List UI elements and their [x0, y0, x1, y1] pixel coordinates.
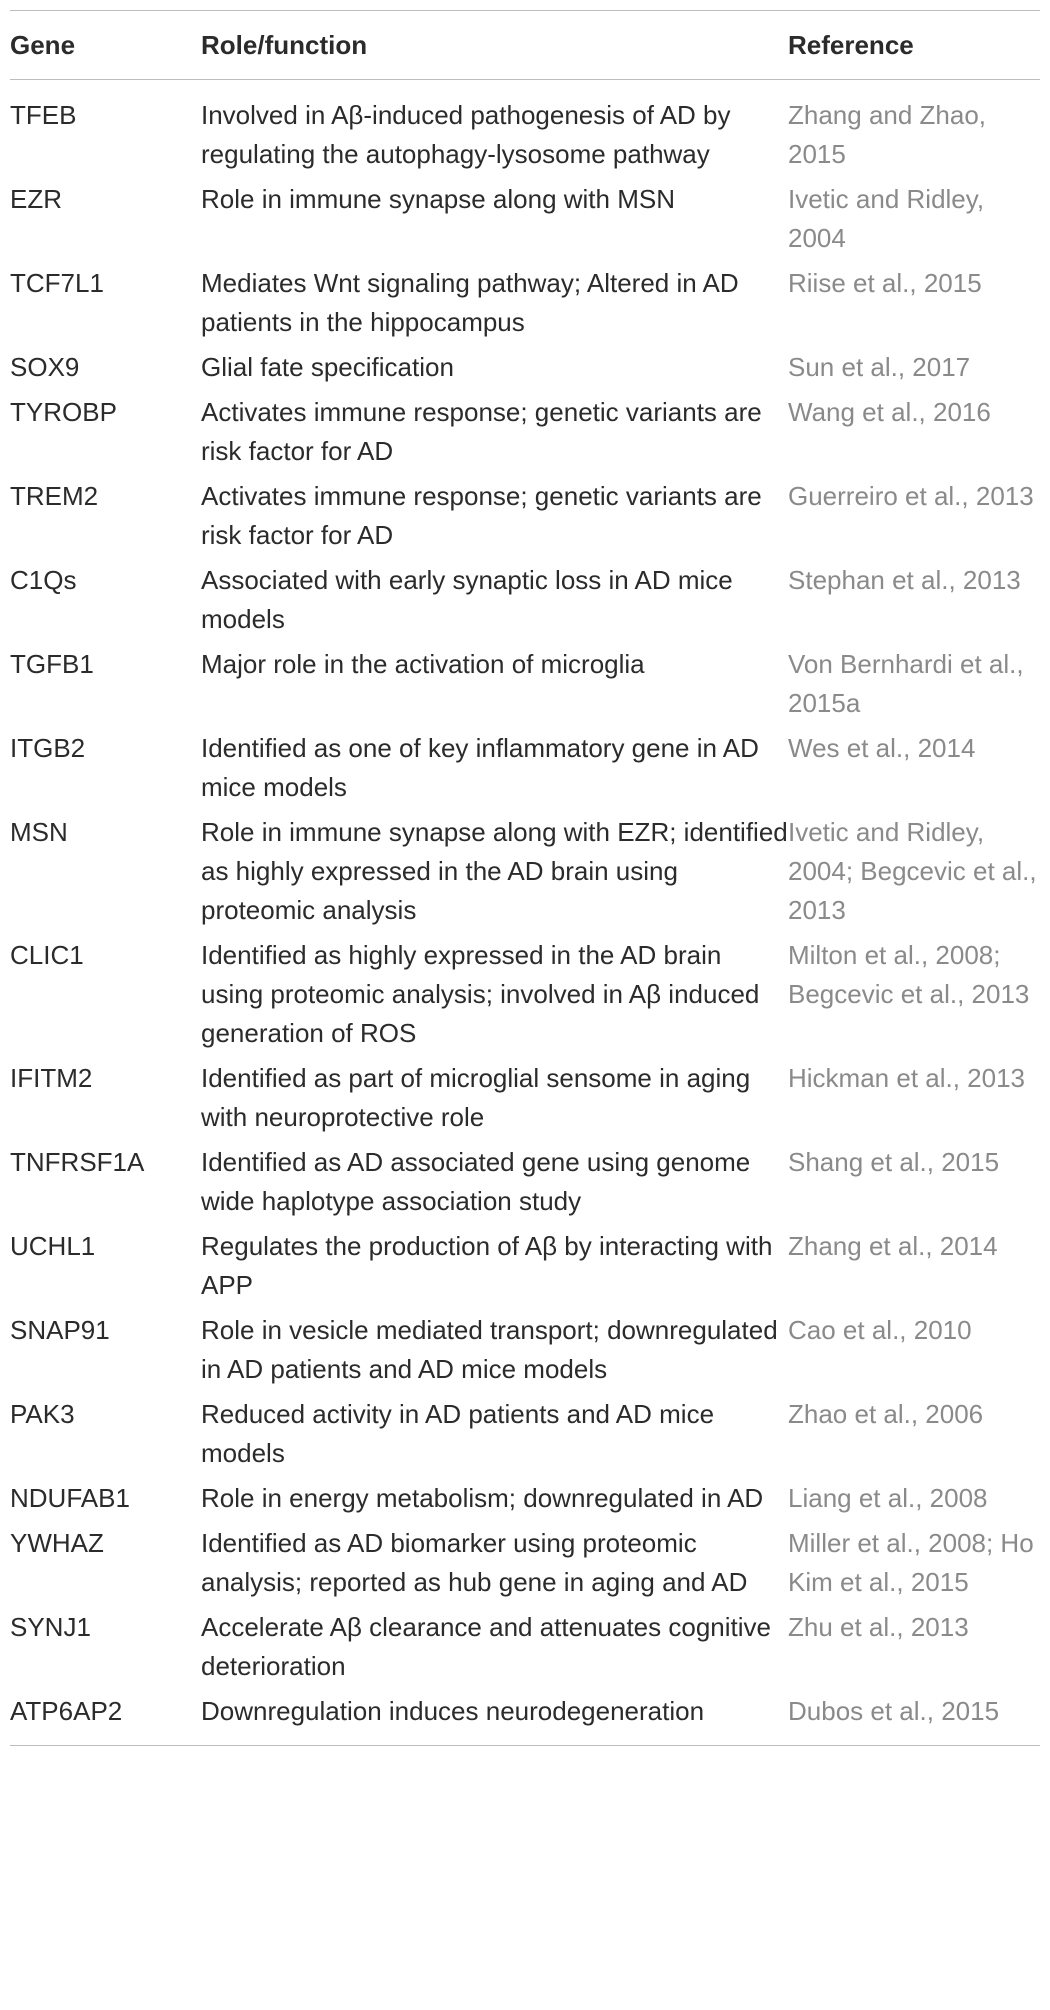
gene-cell: TNFRSF1A: [10, 1147, 145, 1177]
gene-cell: TYROBP: [10, 397, 117, 427]
reference-cell: Von Bernhardi et al., 2015a: [788, 649, 1024, 718]
reference-cell: Cao et al., 2010: [788, 1315, 972, 1345]
gene-cell: CLIC1: [10, 940, 84, 970]
gene-cell: TREM2: [10, 481, 99, 511]
table-row: [10, 1143, 1040, 1227]
table-row: [10, 1479, 1040, 1524]
gene-cell: TCF7L1: [10, 268, 104, 298]
table-row: [10, 561, 1040, 645]
role-cell: Downregulation induces neurodegeneration: [201, 1692, 788, 1746]
table-row: [10, 348, 1040, 393]
gene-cell: SNAP91: [10, 1315, 110, 1345]
gene-cell: ITGB2: [10, 733, 86, 763]
gene-cell: MSN: [10, 817, 68, 847]
reference-cell: Zhao et al., 2006: [788, 1399, 984, 1429]
reference-cell: Liang et al., 2008: [788, 1483, 988, 1513]
table-row: [10, 477, 1040, 561]
role-cell: Identified as AD biomarker using proteomic analysis; reported as hub gene in aging and AD: [201, 1528, 748, 1597]
role-cell: Regulates the production of Aβ by interacting with APP: [201, 1231, 773, 1300]
header-gene: Gene: [10, 11, 201, 80]
table-row: [10, 180, 1040, 264]
reference-cell: Hickman et al., 2013: [788, 1063, 1026, 1093]
reference-cell: Shang et al., 2015: [788, 1147, 1000, 1177]
role-cell: Role in energy metabolism; downregulated in AD: [201, 1483, 764, 1513]
header-row: [10, 11, 1040, 80]
table-row: [10, 393, 1040, 477]
reference-cell: Sun et al., 2017: [788, 352, 971, 382]
gene-function-table: [10, 10, 1040, 1746]
table-row: [10, 813, 1040, 936]
gene-cell: PAK3: [10, 1399, 75, 1429]
gene-cell: IFITM2: [10, 1063, 93, 1093]
role-cell: Glial fate specification: [201, 352, 454, 382]
role-cell: Mediates Wnt signaling pathway; Altered in AD patients in the hippocampus: [201, 268, 739, 337]
reference-cell: Ivetic and Ridley, 2004: [788, 184, 985, 253]
table-row: [10, 936, 1040, 1059]
table-header: [10, 11, 1040, 80]
header-role: Role/function: [201, 11, 788, 80]
table-row: [10, 1227, 1040, 1311]
role-cell: Identified as highly expressed in the AD brain using proteomic analysis; involved in Aβ induced generation of ROS: [201, 940, 760, 1048]
gene-table-container: [10, 10, 1040, 1746]
gene-cell: SYNJ1: [10, 1612, 91, 1642]
reference-cell: Zhang and Zhao, 2015: [788, 100, 987, 169]
gene-cell: C1Qs: [10, 565, 77, 595]
reference-cell: Dubos et al., 2015: [788, 1692, 1040, 1746]
reference-cell: Riise et al., 2015: [788, 268, 982, 298]
role-cell: Identified as AD associated gene using genome wide haplotype association study: [201, 1147, 751, 1216]
role-cell: Associated with early synaptic loss in AD mice models: [201, 565, 733, 634]
reference-cell: Zhu et al., 2013: [788, 1612, 969, 1642]
role-cell: Identified as part of microglial sensome in aging with neuroprotective role: [201, 1063, 751, 1132]
reference-cell: Stephan et al., 2013: [788, 565, 1021, 595]
role-cell: Role in vesicle mediated transport; downregulated in AD patients and AD mice models: [201, 1315, 778, 1384]
gene-cell: YWHAZ: [10, 1528, 104, 1558]
gene-cell: SOX9: [10, 352, 80, 382]
gene-cell: EZR: [10, 184, 62, 214]
role-cell: Activates immune response; genetic variants are risk factor for AD: [201, 397, 762, 466]
table-row: [10, 1608, 1040, 1692]
table-row: [10, 645, 1040, 729]
role-cell: Activates immune response; genetic variants are risk factor for AD: [201, 481, 762, 550]
reference-cell: Wes et al., 2014: [788, 733, 976, 763]
gene-cell: TGFB1: [10, 649, 94, 679]
reference-cell: Guerreiro et al., 2013: [788, 481, 1034, 511]
role-cell: Involved in Aβ-induced pathogenesis of AD by regulating the autophagy-lysosome pathway: [201, 100, 731, 169]
gene-cell: NDUFAB1: [10, 1483, 130, 1513]
reference-cell: Ivetic and Ridley, 2004; Begcevic et al., 2013: [788, 817, 1037, 925]
header-reference: Reference: [788, 11, 1040, 80]
table-row: [10, 1059, 1040, 1143]
role-cell: Role in immune synapse along with MSN: [201, 184, 675, 214]
table-row: [10, 1395, 1040, 1479]
role-cell: Major role in the activation of microglia: [201, 649, 645, 679]
reference-cell: Zhang et al., 2014: [788, 1231, 998, 1261]
reference-cell: Milton et al., 2008; Begcevic et al., 2013: [788, 940, 1030, 1009]
table-row: [10, 1311, 1040, 1395]
gene-cell: TFEB: [10, 100, 77, 130]
table-body: [10, 80, 1040, 1746]
role-cell: Accelerate Aβ clearance and attenuates cognitive deterioration: [201, 1612, 771, 1681]
reference-cell: Miller et al., 2008; Ho Kim et al., 2015: [788, 1528, 1034, 1597]
role-cell: Reduced activity in AD patients and AD mice models: [201, 1399, 715, 1468]
table-row: [10, 264, 1040, 348]
table-row: [10, 729, 1040, 813]
role-cell: Identified as one of key inflammatory gene in AD mice models: [201, 733, 759, 802]
role-cell: Role in immune synapse along with EZR; identified as highly expressed in the AD brain using proteomic analysis: [201, 817, 788, 925]
table-row: [10, 1524, 1040, 1608]
reference-cell: Wang et al., 2016: [788, 397, 991, 427]
gene-cell: UCHL1: [10, 1231, 96, 1261]
table-row: [10, 80, 1040, 181]
table-row: [10, 1692, 1040, 1746]
gene-cell: ATP6AP2: [10, 1692, 201, 1746]
